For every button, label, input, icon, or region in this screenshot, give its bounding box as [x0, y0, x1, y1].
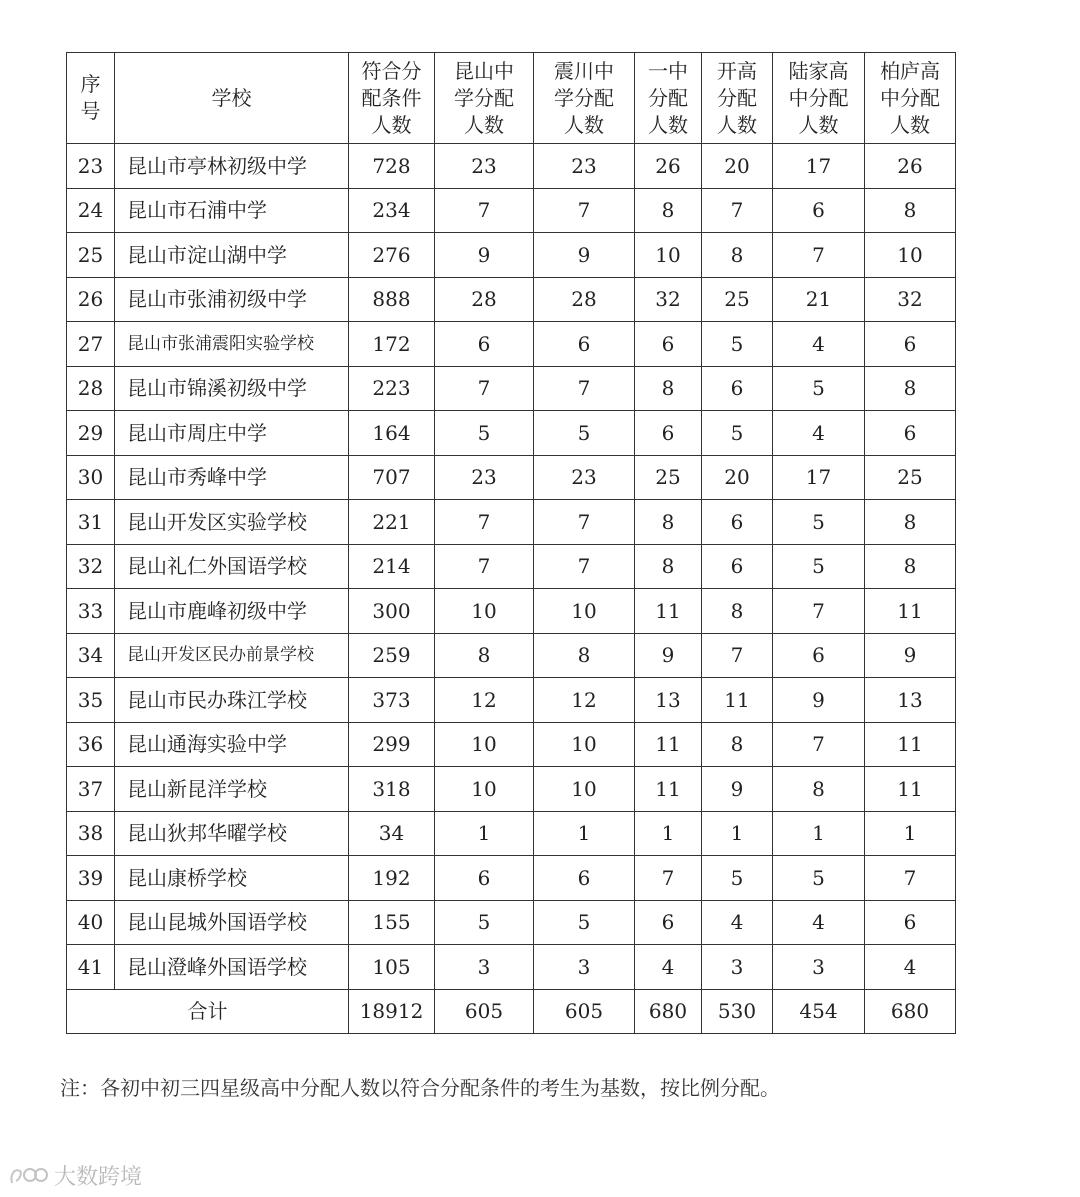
school-name-cell: 昆山市石浦中学 — [115, 188, 349, 233]
table-footer — [67, 989, 956, 1033]
row-number-cell: 41 — [67, 945, 115, 990]
row-number-cell: 32 — [67, 544, 115, 589]
value-cell: 5 — [534, 411, 635, 456]
table-row — [67, 589, 956, 634]
column-header — [702, 53, 773, 144]
value-cell: 7 — [534, 366, 635, 411]
row-number-cell: 36 — [67, 722, 115, 767]
value-cell: 23 — [435, 455, 534, 500]
value-cell: 1 — [865, 811, 956, 856]
value-cell: 7 — [534, 544, 635, 589]
school-name-cell: 昆山市秀峰中学 — [115, 455, 349, 500]
row-number-cell: 24 — [67, 188, 115, 233]
value-cell: 299 — [349, 722, 435, 767]
row-number-cell: 29 — [67, 411, 115, 456]
column-header-line: 人数 — [564, 112, 604, 137]
value-cell: 11 — [635, 722, 702, 767]
table-row — [67, 633, 956, 678]
value-cell: 32 — [865, 277, 956, 322]
value-cell: 12 — [435, 678, 534, 723]
row-number-cell: 33 — [67, 589, 115, 634]
school-name-cell: 昆山狄邦华曜学校 — [115, 811, 349, 856]
value-cell: 6 — [534, 322, 635, 367]
value-cell: 17 — [773, 455, 865, 500]
value-cell: 5 — [435, 411, 534, 456]
value-cell: 7 — [702, 633, 773, 678]
value-cell: 8 — [865, 188, 956, 233]
value-cell: 8 — [702, 233, 773, 278]
value-cell: 11 — [865, 767, 956, 812]
table-row — [67, 188, 956, 233]
value-cell: 8 — [635, 366, 702, 411]
row-number-cell: 35 — [67, 678, 115, 723]
value-cell: 5 — [534, 900, 635, 945]
value-cell: 3 — [534, 945, 635, 990]
value-cell: 214 — [349, 544, 435, 589]
school-name-cell: 昆山新昆洋学校 — [115, 767, 349, 812]
value-cell: 223 — [349, 366, 435, 411]
value-cell: 8 — [702, 589, 773, 634]
value-cell: 9 — [435, 233, 534, 278]
school-name-cell: 昆山市亭林初级中学 — [115, 144, 349, 189]
value-cell: 373 — [349, 678, 435, 723]
value-cell: 3 — [435, 945, 534, 990]
value-cell: 6 — [435, 856, 534, 901]
total-value-cell: 530 — [702, 989, 773, 1033]
value-cell: 1 — [773, 811, 865, 856]
column-header-line: 人数 — [371, 112, 412, 137]
table-row — [67, 455, 956, 500]
column-header-line: 分配 — [717, 85, 757, 110]
column-header-line: 分配 — [648, 85, 688, 110]
value-cell: 7 — [435, 500, 534, 545]
value-cell: 4 — [773, 322, 865, 367]
column-header-line: 开高 — [717, 58, 757, 83]
table-row — [67, 722, 956, 767]
value-cell: 8 — [865, 366, 956, 411]
value-cell: 8 — [635, 500, 702, 545]
column-header-line: 配条件 — [361, 85, 422, 110]
value-cell: 5 — [773, 500, 865, 545]
table-row — [67, 544, 956, 589]
column-header-line: 中分配 — [788, 85, 849, 110]
column-header-line: 昆山中 — [454, 58, 514, 83]
total-row — [67, 989, 956, 1033]
column-header — [435, 53, 534, 144]
column-header-line: 人数 — [798, 112, 839, 137]
value-cell: 8 — [865, 500, 956, 545]
column-header — [349, 53, 435, 144]
value-cell: 155 — [349, 900, 435, 945]
value-cell: 13 — [865, 678, 956, 723]
value-cell: 11 — [702, 678, 773, 723]
value-cell: 8 — [865, 544, 956, 589]
table-body — [67, 144, 956, 990]
value-cell: 234 — [349, 188, 435, 233]
school-name-cell: 昆山市锦溪初级中学 — [115, 366, 349, 411]
school-name-cell: 昆山昆城外国语学校 — [115, 900, 349, 945]
value-cell: 6 — [534, 856, 635, 901]
value-cell: 21 — [773, 277, 865, 322]
value-cell: 23 — [534, 455, 635, 500]
row-number-cell: 38 — [67, 811, 115, 856]
row-number-cell: 23 — [67, 144, 115, 189]
column-header-line: 学分配 — [554, 85, 614, 110]
value-cell: 7 — [435, 366, 534, 411]
value-cell: 6 — [702, 500, 773, 545]
row-number-cell: 40 — [67, 900, 115, 945]
value-cell: 172 — [349, 322, 435, 367]
value-cell: 11 — [865, 589, 956, 634]
table-row — [67, 945, 956, 990]
column-header-line: 学校 — [211, 85, 252, 110]
value-cell: 25 — [702, 277, 773, 322]
value-cell: 7 — [865, 856, 956, 901]
value-cell: 12 — [534, 678, 635, 723]
total-value-cell: 605 — [435, 989, 534, 1033]
table-row — [67, 767, 956, 812]
allocation-table-container — [66, 52, 956, 1034]
value-cell: 1 — [702, 811, 773, 856]
value-cell: 6 — [702, 366, 773, 411]
row-number-cell: 39 — [67, 856, 115, 901]
total-label: 合计 — [67, 989, 349, 1033]
column-header-line: 人数 — [464, 112, 504, 137]
column-header-line: 学分配 — [454, 85, 514, 110]
school-name-cell: 昆山康桥学校 — [115, 856, 349, 901]
value-cell: 6 — [635, 900, 702, 945]
table-row — [67, 144, 956, 189]
column-header-line: 号 — [80, 99, 101, 123]
value-cell: 6 — [865, 900, 956, 945]
value-cell: 7 — [773, 722, 865, 767]
value-cell: 6 — [702, 544, 773, 589]
table-row — [67, 678, 956, 723]
value-cell: 6 — [635, 411, 702, 456]
row-number-cell: 37 — [67, 767, 115, 812]
school-name-cell: 昆山市张浦初级中学 — [115, 277, 349, 322]
table-row — [67, 811, 956, 856]
value-cell: 10 — [534, 722, 635, 767]
value-cell: 1 — [635, 811, 702, 856]
total-value-cell: 680 — [635, 989, 702, 1033]
value-cell: 7 — [702, 188, 773, 233]
value-cell: 28 — [534, 277, 635, 322]
value-cell: 8 — [773, 767, 865, 812]
table-row — [67, 500, 956, 545]
value-cell: 7 — [534, 500, 635, 545]
value-cell: 5 — [702, 856, 773, 901]
value-cell: 5 — [702, 411, 773, 456]
school-name-cell: 昆山市民办珠江学校 — [115, 678, 349, 723]
total-value-cell: 454 — [773, 989, 865, 1033]
value-cell: 7 — [435, 188, 534, 233]
value-cell: 1 — [534, 811, 635, 856]
total-value-cell: 18912 — [349, 989, 435, 1033]
value-cell: 4 — [773, 411, 865, 456]
value-cell: 8 — [635, 188, 702, 233]
school-name-cell: 昆山开发区民办前景学校 — [115, 633, 349, 678]
value-cell: 259 — [349, 633, 435, 678]
column-header-line: 一中 — [648, 58, 688, 83]
value-cell: 4 — [635, 945, 702, 990]
value-cell: 5 — [773, 856, 865, 901]
value-cell: 28 — [435, 277, 534, 322]
column-header-line: 人数 — [890, 112, 930, 137]
watermark — [8, 1160, 142, 1191]
value-cell: 11 — [635, 589, 702, 634]
row-number-cell: 26 — [67, 277, 115, 322]
value-cell: 9 — [702, 767, 773, 812]
value-cell: 4 — [865, 945, 956, 990]
column-header-line: 震川中 — [554, 58, 614, 83]
value-cell: 10 — [534, 589, 635, 634]
value-cell: 6 — [865, 411, 956, 456]
value-cell: 192 — [349, 856, 435, 901]
value-cell: 221 — [349, 500, 435, 545]
column-header — [534, 53, 635, 144]
value-cell: 23 — [534, 144, 635, 189]
column-header-line: 人数 — [717, 112, 757, 137]
value-cell: 9 — [635, 633, 702, 678]
school-name-cell: 昆山通海实验中学 — [115, 722, 349, 767]
value-cell: 10 — [635, 233, 702, 278]
school-name-cell: 昆山礼仁外国语学校 — [115, 544, 349, 589]
value-cell: 10 — [435, 589, 534, 634]
value-cell: 23 — [435, 144, 534, 189]
header-row — [67, 53, 956, 144]
value-cell: 11 — [635, 767, 702, 812]
value-cell: 276 — [349, 233, 435, 278]
column-header-line: 柏庐高 — [880, 58, 940, 83]
value-cell: 11 — [865, 722, 956, 767]
value-cell: 728 — [349, 144, 435, 189]
value-cell: 6 — [773, 188, 865, 233]
column-header-line: 序 — [80, 72, 101, 96]
row-number-cell: 28 — [67, 366, 115, 411]
value-cell: 20 — [702, 144, 773, 189]
value-cell: 4 — [702, 900, 773, 945]
row-number-cell: 31 — [67, 500, 115, 545]
value-cell: 300 — [349, 589, 435, 634]
value-cell: 6 — [865, 322, 956, 367]
value-cell: 6 — [635, 322, 702, 367]
value-cell: 3 — [702, 945, 773, 990]
column-header-line: 陆家高 — [788, 58, 849, 83]
value-cell: 888 — [349, 277, 435, 322]
value-cell: 3 — [773, 945, 865, 990]
school-name-cell: 昆山市淀山湖中学 — [115, 233, 349, 278]
value-cell: 25 — [865, 455, 956, 500]
value-cell: 8 — [635, 544, 702, 589]
row-number-cell: 25 — [67, 233, 115, 278]
value-cell: 8 — [534, 633, 635, 678]
value-cell: 13 — [635, 678, 702, 723]
watermark-text: 大数跨境 — [54, 1165, 143, 1190]
row-number-cell: 27 — [67, 322, 115, 367]
school-name-cell: 昆山澄峰外国语学校 — [115, 945, 349, 990]
school-name-cell: 昆山市张浦震阳实验学校 — [115, 322, 349, 367]
value-cell: 8 — [702, 722, 773, 767]
school-name-cell: 昆山开发区实验学校 — [115, 500, 349, 545]
value-cell: 164 — [349, 411, 435, 456]
table-row — [67, 900, 956, 945]
logo-icon — [8, 1165, 48, 1187]
value-cell: 5 — [773, 544, 865, 589]
total-value-cell: 605 — [534, 989, 635, 1033]
column-header-line: 中分配 — [880, 85, 940, 110]
value-cell: 4 — [773, 900, 865, 945]
value-cell: 17 — [773, 144, 865, 189]
column-header-line: 符合分 — [361, 58, 422, 83]
value-cell: 318 — [349, 767, 435, 812]
total-value-cell: 680 — [865, 989, 956, 1033]
value-cell: 9 — [773, 678, 865, 723]
value-cell: 6 — [435, 322, 534, 367]
value-cell: 1 — [435, 811, 534, 856]
row-number-cell: 34 — [67, 633, 115, 678]
footnote: 注：各初中初三四星级高中分配人数以符合分配条件的考生为基数，按比例分配。 — [60, 1076, 780, 1100]
value-cell: 10 — [435, 722, 534, 767]
value-cell: 5 — [773, 366, 865, 411]
value-cell: 5 — [435, 900, 534, 945]
table-row — [67, 277, 956, 322]
value-cell: 26 — [635, 144, 702, 189]
value-cell: 7 — [773, 233, 865, 278]
value-cell: 10 — [865, 233, 956, 278]
column-header — [773, 53, 865, 144]
value-cell: 5 — [702, 322, 773, 367]
value-cell: 7 — [534, 188, 635, 233]
value-cell: 7 — [635, 856, 702, 901]
table-row — [67, 322, 956, 367]
value-cell: 10 — [435, 767, 534, 812]
value-cell: 7 — [773, 589, 865, 634]
row-number-cell: 30 — [67, 455, 115, 500]
value-cell: 20 — [702, 455, 773, 500]
school-name-cell: 昆山市鹿峰初级中学 — [115, 589, 349, 634]
table-row — [67, 233, 956, 278]
value-cell: 105 — [349, 945, 435, 990]
column-header — [115, 53, 349, 144]
value-cell: 707 — [349, 455, 435, 500]
value-cell: 34 — [349, 811, 435, 856]
school-name-cell: 昆山市周庄中学 — [115, 411, 349, 456]
value-cell: 9 — [865, 633, 956, 678]
value-cell: 7 — [435, 544, 534, 589]
column-header — [635, 53, 702, 144]
value-cell: 32 — [635, 277, 702, 322]
value-cell: 9 — [534, 233, 635, 278]
table-header — [67, 53, 956, 144]
table-row — [67, 411, 956, 456]
value-cell: 10 — [534, 767, 635, 812]
value-cell: 26 — [865, 144, 956, 189]
column-header — [865, 53, 956, 144]
value-cell: 25 — [635, 455, 702, 500]
column-header-line: 人数 — [648, 112, 688, 137]
value-cell: 6 — [773, 633, 865, 678]
table-row — [67, 366, 956, 411]
value-cell: 8 — [435, 633, 534, 678]
allocation-table — [66, 52, 956, 1034]
table-row — [67, 856, 956, 901]
column-header — [67, 53, 115, 144]
